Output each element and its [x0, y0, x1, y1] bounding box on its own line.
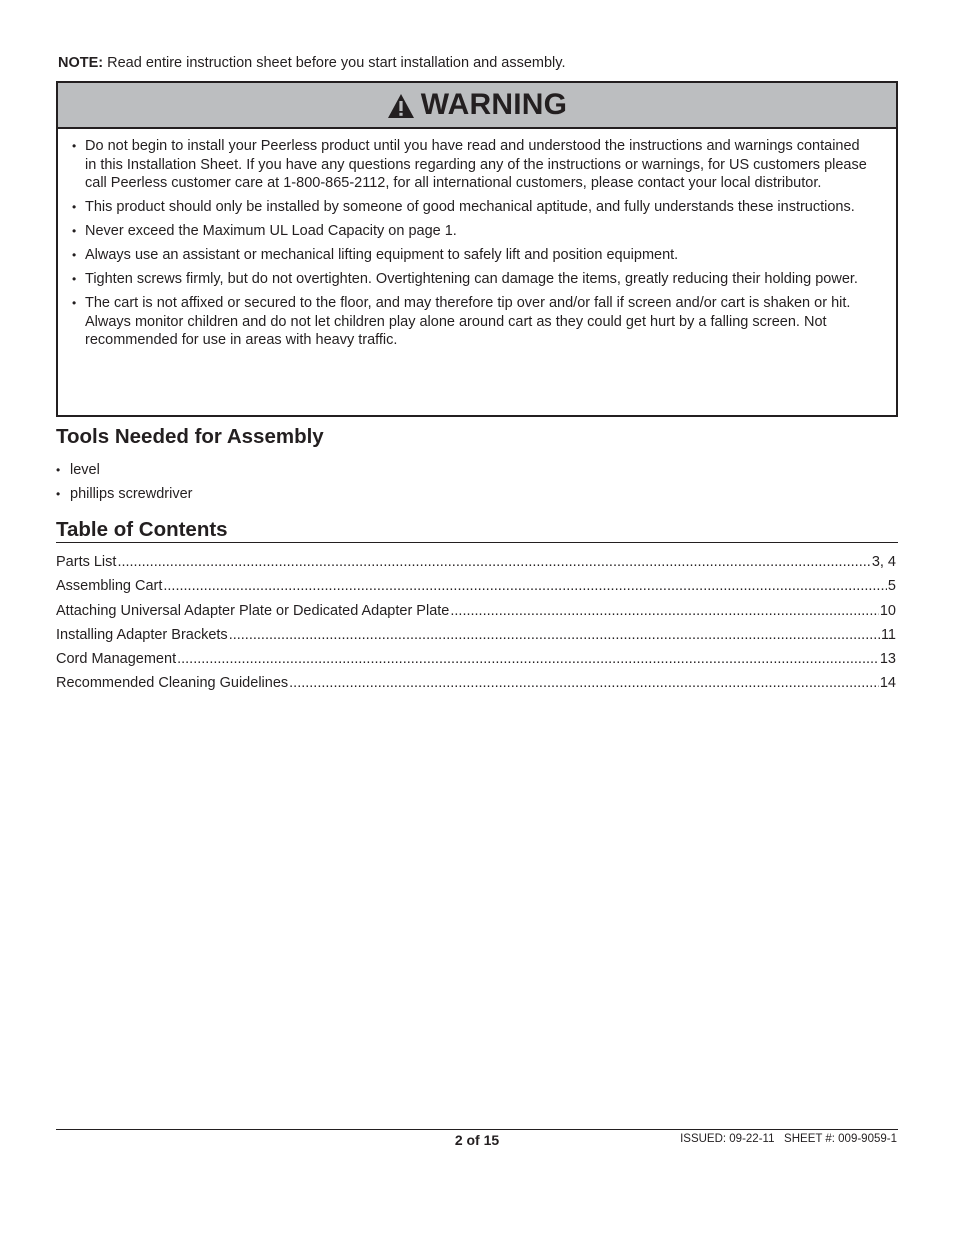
- warning-item: • Always use an assistant or mechanical lifting equipment to safely lift and position equipment.: [72, 246, 872, 265]
- toc-entry[interactable]: [56, 553, 896, 571]
- warning-triangle-icon: [387, 93, 415, 119]
- toc-entry-page: 11: [880, 626, 896, 643]
- toc-dot-leader: [289, 674, 879, 692]
- warning-list: [58, 129, 896, 350]
- toc-entry-page: 14: [879, 675, 896, 692]
- toc-entry-title: Recommended Cleaning Guidelines: [56, 675, 289, 692]
- toc-dot-leader: [163, 577, 887, 595]
- toc-list: [56, 553, 896, 699]
- warning-item: • Tighten screws firmly, but do not overtighten. Overtightening can damage the items, greatly reducing their holding power.: [72, 270, 872, 289]
- toc-entry-page: 3, 4: [871, 554, 896, 570]
- toc-entry-page: 13: [879, 651, 896, 668]
- toc-entry-title: Parts List: [56, 554, 117, 570]
- note: [58, 54, 565, 72]
- toc-entry-page: 10: [879, 602, 896, 619]
- toc-entry[interactable]: [56, 626, 896, 644]
- toc-entry-page: 5: [887, 578, 896, 595]
- toc-entry-title: Assembling Cart: [56, 578, 163, 595]
- warning-item: • Never exceed the Maximum UL Load Capacity on page 1.: [72, 222, 872, 241]
- note-label: NOTE:: [58, 55, 104, 71]
- warning-item: • The cart is not affixed or secured to the floor, and may therefore tip over and/or fall if screen and/or cart is shaken or hit. Always monitor children and do not let children play alone around cart as they could get hurt by a falling screen. Not recommended for use in areas with heavy traffic.: [72, 294, 872, 350]
- toc-entry-title: Attaching Universal Adapter Plate or Dedicated Adapter Plate: [56, 602, 450, 619]
- toc-entry[interactable]: [56, 577, 896, 595]
- warning-item: • Do not begin to install your Peerless product until you have read and understood the instructions and warnings contained in this Installation Sheet. If you have any questions regarding any of the instructions or warnings, for US customers please call Peerless customer care at 1-800-865-2112, for all international customers, please contact your local distributor.: [72, 137, 872, 193]
- footer-divider: [56, 1129, 898, 1130]
- warning-item: • This product should only be installed by someone of good mechanical aptitude, and fully understands these instructions.: [72, 198, 872, 217]
- toc-dot-leader: [117, 553, 870, 571]
- tool-item: • phillips screwdriver: [56, 485, 192, 503]
- warning-title: WARNING: [420, 88, 568, 121]
- tool-item: • level: [56, 461, 192, 479]
- toc-dot-leader: [177, 650, 879, 668]
- toc-entry[interactable]: [56, 602, 896, 620]
- warning-box: [56, 81, 898, 417]
- page-number: 2 of 15: [454, 1132, 500, 1148]
- note-text: Read entire instruction sheet before you start installation and assembly.: [107, 55, 566, 71]
- issued-sheet-info: ISSUED: 09-22-11 SHEET #: 009-9059-1: [680, 1133, 897, 1145]
- toc-dot-leader: [229, 626, 880, 644]
- warning-header: [58, 83, 896, 129]
- toc-heading: Table of Contents: [56, 518, 898, 543]
- toc-entry-title: Cord Management: [56, 651, 177, 668]
- toc-dot-leader: [450, 602, 879, 620]
- toc-entry-title: Installing Adapter Brackets: [56, 626, 228, 643]
- toc-entry[interactable]: [56, 674, 896, 692]
- toc-entry[interactable]: [56, 650, 896, 668]
- tools-list: [56, 461, 192, 509]
- tools-heading: Tools Needed for Assembly: [56, 425, 324, 448]
